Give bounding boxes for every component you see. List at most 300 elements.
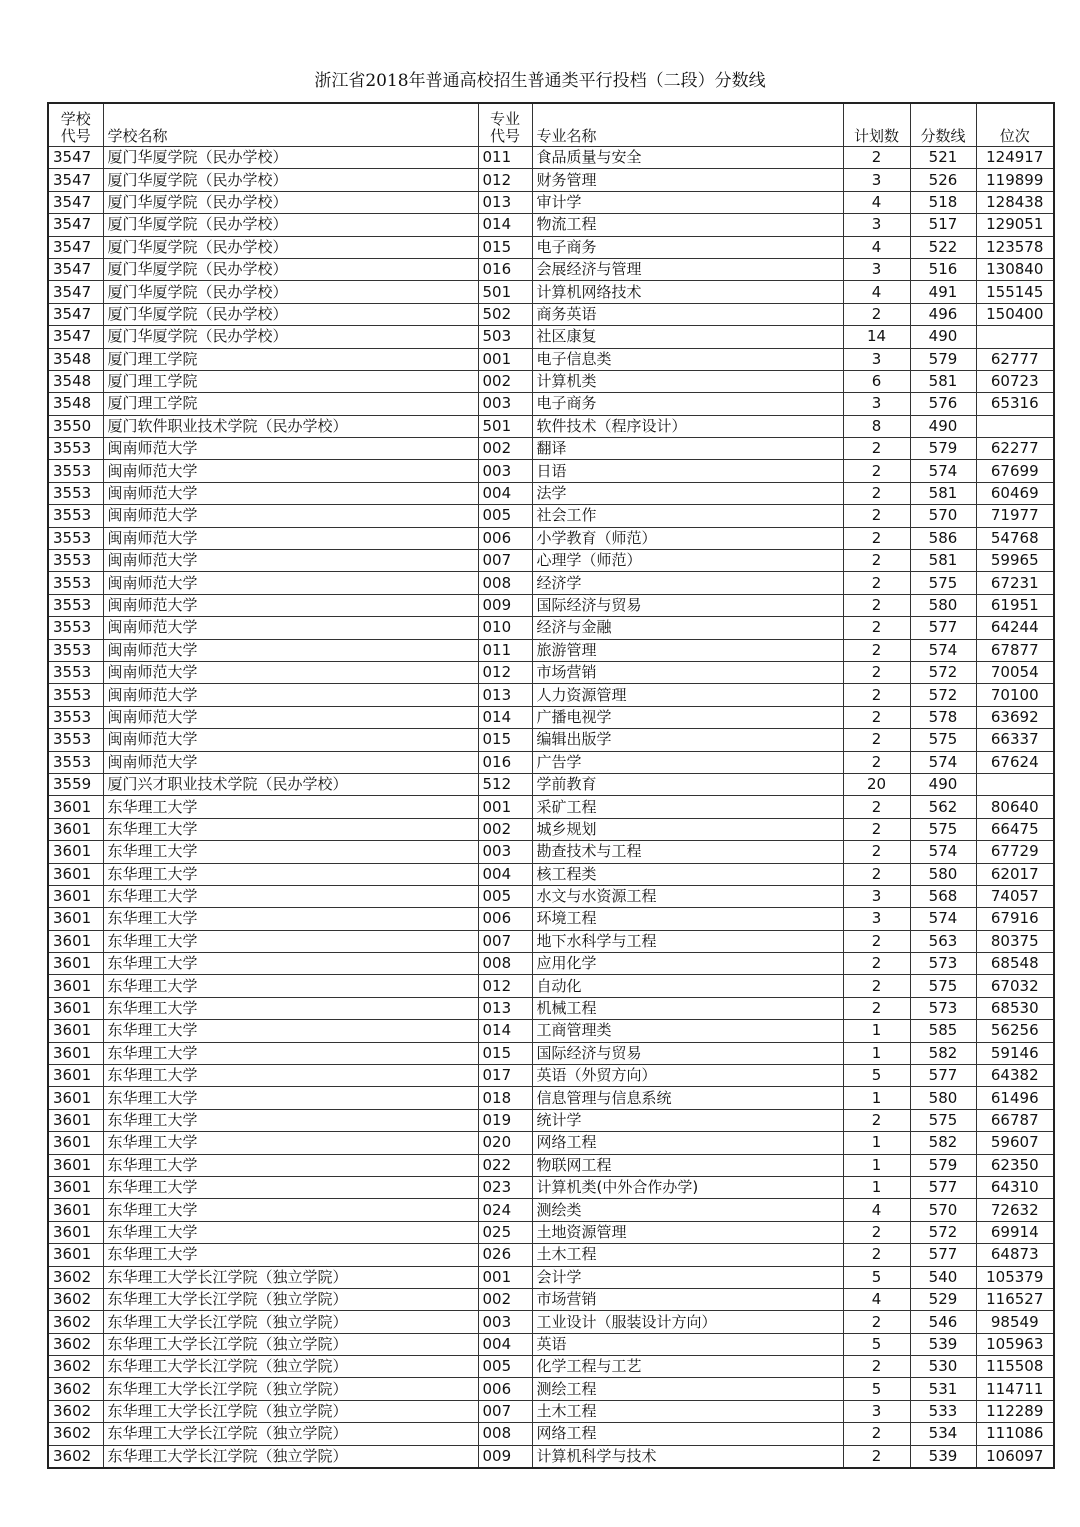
rank-cell: 64310	[976, 1176, 1054, 1198]
major-code-cell: 002	[478, 1288, 532, 1310]
school-name-cell: 厦门华厦学院（民办学校）	[103, 258, 478, 280]
school-code-cell: 3601	[48, 1042, 103, 1064]
major-code-cell: 009	[478, 594, 532, 616]
school-name-cell: 厦门理工学院	[103, 370, 478, 392]
rank-cell: 64382	[976, 1065, 1054, 1087]
major-code-cell: 004	[478, 863, 532, 885]
score-cell: 579	[910, 348, 976, 370]
school-code-cell: 3601	[48, 885, 103, 907]
table-row	[48, 1356, 1054, 1378]
school-code-cell: 3547	[48, 326, 103, 348]
table-row	[48, 1065, 1054, 1087]
plan-cell: 1	[843, 1020, 910, 1042]
plan-cell: 14	[843, 326, 910, 348]
school-name-cell: 东华理工大学	[103, 885, 478, 907]
table-row	[48, 460, 1054, 482]
school-name-cell: 闽南师范大学	[103, 505, 478, 527]
school-name-cell: 东华理工大学长江学院（独立学院）	[103, 1333, 478, 1355]
school-name-cell: 东华理工大学长江学院（独立学院）	[103, 1400, 478, 1422]
major-code-cell: 011	[478, 147, 532, 169]
school-name-cell: 厦门华厦学院（民办学校）	[103, 281, 478, 303]
rank-cell: 67729	[976, 841, 1054, 863]
score-cell: 516	[910, 258, 976, 280]
table-row	[48, 482, 1054, 504]
score-cell: 518	[910, 191, 976, 213]
table-row	[48, 147, 1054, 169]
table-row	[48, 236, 1054, 258]
major-code-cell: 008	[478, 572, 532, 594]
rank-cell: 67699	[976, 460, 1054, 482]
table-row	[48, 1378, 1054, 1400]
header-school-code	[48, 103, 103, 147]
rank-cell: 64873	[976, 1244, 1054, 1266]
score-cell: 581	[910, 482, 976, 504]
major-code-cell: 023	[478, 1176, 532, 1198]
major-name-cell: 软件技术（程序设计）	[532, 415, 843, 437]
major-name-cell: 网络工程	[532, 1423, 843, 1445]
rank-cell: 114711	[976, 1378, 1054, 1400]
major-code-cell: 001	[478, 348, 532, 370]
major-name-cell: 商务英语	[532, 303, 843, 325]
table-row	[48, 326, 1054, 348]
table-row	[48, 639, 1054, 661]
major-name-cell: 工商管理类	[532, 1020, 843, 1042]
rank-cell	[976, 326, 1054, 348]
table-row	[48, 1176, 1054, 1198]
plan-cell: 2	[843, 482, 910, 504]
rank-cell: 105379	[976, 1266, 1054, 1288]
score-cell: 574	[910, 751, 976, 773]
table-row	[48, 572, 1054, 594]
major-name-cell: 翻译	[532, 438, 843, 460]
score-cell: 578	[910, 706, 976, 728]
major-code-cell: 001	[478, 796, 532, 818]
school-code-cell: 3602	[48, 1423, 103, 1445]
school-code-cell: 3601	[48, 1199, 103, 1221]
plan-cell: 3	[843, 214, 910, 236]
school-code-cell: 3601	[48, 975, 103, 997]
major-code-cell: 014	[478, 706, 532, 728]
rank-cell: 61951	[976, 594, 1054, 616]
table-row	[48, 169, 1054, 191]
school-code-cell: 3602	[48, 1288, 103, 1310]
plan-cell: 2	[843, 527, 910, 549]
table-body	[48, 147, 1054, 1469]
score-cell: 562	[910, 796, 976, 818]
school-code-cell: 3601	[48, 953, 103, 975]
score-cell: 575	[910, 729, 976, 751]
plan-cell: 1	[843, 1176, 910, 1198]
score-cell: 496	[910, 303, 976, 325]
major-code-cell: 006	[478, 527, 532, 549]
rank-cell: 62017	[976, 863, 1054, 885]
school-code-cell: 3553	[48, 729, 103, 751]
major-name-cell: 应用化学	[532, 953, 843, 975]
school-name-cell: 闽南师范大学	[103, 572, 478, 594]
major-name-cell: 会计学	[532, 1266, 843, 1288]
major-name-cell: 城乡规划	[532, 818, 843, 840]
major-name-cell: 社区康复	[532, 326, 843, 348]
school-code-cell: 3602	[48, 1356, 103, 1378]
table-row	[48, 1311, 1054, 1333]
plan-cell: 2	[843, 1221, 910, 1243]
table-row	[48, 885, 1054, 907]
score-cell: 577	[910, 1176, 976, 1198]
school-code-cell: 3547	[48, 191, 103, 213]
major-code-cell: 002	[478, 370, 532, 392]
rank-cell: 128438	[976, 191, 1054, 213]
major-code-cell: 007	[478, 930, 532, 952]
major-code-cell: 019	[478, 1109, 532, 1131]
table-row	[48, 975, 1054, 997]
school-code-cell: 3602	[48, 1400, 103, 1422]
major-name-cell: 旅游管理	[532, 639, 843, 661]
score-cell: 582	[910, 1042, 976, 1064]
score-cell: 572	[910, 1221, 976, 1243]
table-row	[48, 214, 1054, 236]
school-code-cell: 3547	[48, 147, 103, 169]
school-code-cell: 3553	[48, 572, 103, 594]
major-code-cell: 007	[478, 1400, 532, 1422]
score-cell: 570	[910, 505, 976, 527]
plan-cell: 2	[843, 438, 910, 460]
score-cell: 576	[910, 393, 976, 415]
table-row	[48, 1199, 1054, 1221]
school-code-cell: 3547	[48, 214, 103, 236]
rank-cell: 67624	[976, 751, 1054, 773]
rank-cell: 74057	[976, 885, 1054, 907]
school-name-cell: 东华理工大学长江学院（独立学院）	[103, 1445, 478, 1468]
school-name-cell: 闽南师范大学	[103, 639, 478, 661]
rank-cell	[976, 415, 1054, 437]
plan-cell: 2	[843, 1445, 910, 1468]
rank-cell: 66787	[976, 1109, 1054, 1131]
rank-cell: 80640	[976, 796, 1054, 818]
school-code-cell: 3601	[48, 841, 103, 863]
header-score: 分数线	[910, 103, 976, 147]
plan-cell: 2	[843, 796, 910, 818]
table-row	[48, 281, 1054, 303]
school-name-cell: 东华理工大学	[103, 1176, 478, 1198]
header-school-name: 学校名称	[103, 103, 478, 147]
score-cell: 581	[910, 370, 976, 392]
plan-cell: 2	[843, 303, 910, 325]
school-name-cell: 东华理工大学长江学院（独立学院）	[103, 1288, 478, 1310]
table-row	[48, 1221, 1054, 1243]
school-name-cell: 闽南师范大学	[103, 617, 478, 639]
major-name-cell: 食品质量与安全	[532, 147, 843, 169]
table-row	[48, 751, 1054, 773]
rank-cell: 60723	[976, 370, 1054, 392]
major-name-cell: 心理学（师范）	[532, 550, 843, 572]
school-name-cell: 东华理工大学	[103, 1042, 478, 1064]
major-name-cell: 环境工程	[532, 908, 843, 930]
plan-cell: 3	[843, 348, 910, 370]
major-code-cell: 015	[478, 236, 532, 258]
score-cell: 490	[910, 773, 976, 795]
plan-cell: 2	[843, 460, 910, 482]
score-cell: 490	[910, 415, 976, 437]
plan-cell: 5	[843, 1333, 910, 1355]
score-cell: 585	[910, 1020, 976, 1042]
plan-cell: 2	[843, 550, 910, 572]
rank-cell: 62777	[976, 348, 1054, 370]
rank-cell: 69914	[976, 1221, 1054, 1243]
score-cell: 572	[910, 661, 976, 683]
rank-cell: 68530	[976, 997, 1054, 1019]
score-cell: 533	[910, 1400, 976, 1422]
school-code-cell: 3553	[48, 639, 103, 661]
school-code-cell: 3601	[48, 1244, 103, 1266]
table-row	[48, 841, 1054, 863]
school-name-cell: 东华理工大学	[103, 1132, 478, 1154]
rank-cell: 64244	[976, 617, 1054, 639]
school-code-cell: 3601	[48, 1176, 103, 1198]
major-name-cell: 市场营销	[532, 1288, 843, 1310]
score-cell: 574	[910, 639, 976, 661]
major-code-cell: 013	[478, 684, 532, 706]
major-name-cell: 小学教育（师范）	[532, 527, 843, 549]
major-name-cell: 日语	[532, 460, 843, 482]
major-code-cell: 001	[478, 1266, 532, 1288]
major-code-cell: 011	[478, 639, 532, 661]
school-code-cell: 3553	[48, 751, 103, 773]
header-school-code-line2: 代号	[60, 127, 91, 145]
table-row	[48, 1266, 1054, 1288]
school-name-cell: 闽南师范大学	[103, 706, 478, 728]
school-code-cell: 3601	[48, 930, 103, 952]
score-cell: 540	[910, 1266, 976, 1288]
score-table	[47, 102, 1055, 1469]
table-row	[48, 550, 1054, 572]
header-row	[48, 103, 1054, 147]
rank-cell: 115508	[976, 1356, 1054, 1378]
score-cell: 573	[910, 997, 976, 1019]
rank-cell: 65316	[976, 393, 1054, 415]
school-name-cell: 东华理工大学	[103, 1154, 478, 1176]
school-code-cell: 3553	[48, 594, 103, 616]
plan-cell: 2	[843, 729, 910, 751]
school-code-cell: 3548	[48, 348, 103, 370]
table-row	[48, 1154, 1054, 1176]
school-name-cell: 东华理工大学长江学院（独立学院）	[103, 1266, 478, 1288]
rank-cell: 61496	[976, 1087, 1054, 1109]
major-name-cell: 网络工程	[532, 1132, 843, 1154]
school-code-cell: 3602	[48, 1445, 103, 1468]
major-code-cell: 015	[478, 1042, 532, 1064]
rank-cell: 116527	[976, 1288, 1054, 1310]
score-cell: 539	[910, 1445, 976, 1468]
major-code-cell: 012	[478, 661, 532, 683]
major-code-cell: 014	[478, 1020, 532, 1042]
major-code-cell: 003	[478, 393, 532, 415]
major-name-cell: 电子商务	[532, 393, 843, 415]
rank-cell: 59965	[976, 550, 1054, 572]
table-row	[48, 191, 1054, 213]
major-code-cell: 003	[478, 841, 532, 863]
table-row	[48, 1244, 1054, 1266]
school-name-cell: 东华理工大学长江学院（独立学院）	[103, 1378, 478, 1400]
major-code-cell: 003	[478, 1311, 532, 1333]
table-row	[48, 370, 1054, 392]
major-code-cell: 017	[478, 1065, 532, 1087]
school-code-cell: 3547	[48, 303, 103, 325]
plan-cell: 2	[843, 751, 910, 773]
rank-cell: 56256	[976, 1020, 1054, 1042]
table-row	[48, 1132, 1054, 1154]
school-name-cell: 厦门华厦学院（民办学校）	[103, 303, 478, 325]
major-name-cell: 国际经济与贸易	[532, 1042, 843, 1064]
major-name-cell: 工业设计（服装设计方向）	[532, 1311, 843, 1333]
table-row	[48, 1445, 1054, 1468]
score-cell: 577	[910, 617, 976, 639]
school-name-cell: 厦门理工学院	[103, 348, 478, 370]
score-cell: 526	[910, 169, 976, 191]
major-name-cell: 电子商务	[532, 236, 843, 258]
header-rank: 位次	[976, 103, 1054, 147]
major-name-cell: 计算机类	[532, 370, 843, 392]
rank-cell: 80375	[976, 930, 1054, 952]
school-code-cell: 3602	[48, 1311, 103, 1333]
plan-cell: 1	[843, 1087, 910, 1109]
rank-cell: 70100	[976, 684, 1054, 706]
score-cell: 517	[910, 214, 976, 236]
major-code-cell: 014	[478, 214, 532, 236]
score-cell: 575	[910, 818, 976, 840]
table-row	[48, 393, 1054, 415]
major-code-cell: 501	[478, 281, 532, 303]
major-name-cell: 核工程类	[532, 863, 843, 885]
school-name-cell: 东华理工大学	[103, 953, 478, 975]
rank-cell: 62277	[976, 438, 1054, 460]
major-name-cell: 地下水科学与工程	[532, 930, 843, 952]
score-cell: 534	[910, 1423, 976, 1445]
score-cell: 546	[910, 1311, 976, 1333]
school-code-cell: 3601	[48, 908, 103, 930]
major-code-cell: 002	[478, 818, 532, 840]
table-row	[48, 303, 1054, 325]
major-code-cell: 002	[478, 438, 532, 460]
major-name-cell: 财务管理	[532, 169, 843, 191]
school-name-cell: 东华理工大学长江学院（独立学院）	[103, 1356, 478, 1378]
school-name-cell: 闽南师范大学	[103, 751, 478, 773]
school-code-cell: 3548	[48, 393, 103, 415]
header-school-code-line1: 学校	[60, 110, 91, 128]
school-code-cell: 3601	[48, 1065, 103, 1087]
rank-cell: 106097	[976, 1445, 1054, 1468]
major-name-cell: 物联网工程	[532, 1154, 843, 1176]
plan-cell: 5	[843, 1378, 910, 1400]
school-name-cell: 厦门华厦学院（民办学校）	[103, 169, 478, 191]
school-code-cell: 3547	[48, 169, 103, 191]
table-row	[48, 773, 1054, 795]
plan-cell: 6	[843, 370, 910, 392]
rank-cell: 119899	[976, 169, 1054, 191]
table-row	[48, 1333, 1054, 1355]
plan-cell: 3	[843, 885, 910, 907]
school-name-cell: 闽南师范大学	[103, 594, 478, 616]
plan-cell: 2	[843, 706, 910, 728]
plan-cell: 2	[843, 997, 910, 1019]
score-cell: 570	[910, 1199, 976, 1221]
school-name-cell: 闽南师范大学	[103, 482, 478, 504]
plan-cell: 2	[843, 975, 910, 997]
school-name-cell: 东华理工大学	[103, 908, 478, 930]
score-cell: 530	[910, 1356, 976, 1378]
major-name-cell: 英语（外贸方向）	[532, 1065, 843, 1087]
header-major-code-line2: 代号	[489, 127, 520, 145]
major-code-cell: 016	[478, 751, 532, 773]
table-row	[48, 1020, 1054, 1042]
major-code-cell: 005	[478, 505, 532, 527]
major-name-cell: 自动化	[532, 975, 843, 997]
school-code-cell: 3550	[48, 415, 103, 437]
major-code-cell: 501	[478, 415, 532, 437]
table-row	[48, 796, 1054, 818]
major-name-cell: 市场营销	[532, 661, 843, 683]
table-row	[48, 729, 1054, 751]
plan-cell: 4	[843, 191, 910, 213]
major-code-cell: 010	[478, 617, 532, 639]
table-row	[48, 661, 1054, 683]
school-code-cell: 3547	[48, 281, 103, 303]
table-row	[48, 1087, 1054, 1109]
major-name-cell: 社会工作	[532, 505, 843, 527]
major-name-cell: 国际经济与贸易	[532, 594, 843, 616]
school-name-cell: 厦门华厦学院（民办学校）	[103, 214, 478, 236]
table-row	[48, 505, 1054, 527]
plan-cell: 5	[843, 1266, 910, 1288]
major-code-cell: 008	[478, 953, 532, 975]
school-name-cell: 东华理工大学	[103, 841, 478, 863]
major-name-cell: 电子信息类	[532, 348, 843, 370]
school-code-cell: 3601	[48, 1109, 103, 1131]
school-code-cell: 3601	[48, 1132, 103, 1154]
school-name-cell: 闽南师范大学	[103, 550, 478, 572]
score-cell: 531	[910, 1378, 976, 1400]
plan-cell: 2	[843, 505, 910, 527]
rank-cell: 66337	[976, 729, 1054, 751]
major-name-cell: 法学	[532, 482, 843, 504]
score-cell: 586	[910, 527, 976, 549]
score-cell: 579	[910, 1154, 976, 1176]
school-name-cell: 东华理工大学	[103, 1244, 478, 1266]
score-cell: 575	[910, 975, 976, 997]
school-code-cell: 3553	[48, 617, 103, 639]
major-name-cell: 英语	[532, 1333, 843, 1355]
plan-cell: 2	[843, 818, 910, 840]
major-name-cell: 测绘类	[532, 1199, 843, 1221]
school-code-cell: 3601	[48, 796, 103, 818]
school-name-cell: 厦门华厦学院（民办学校）	[103, 326, 478, 348]
major-name-cell: 人力资源管理	[532, 684, 843, 706]
school-name-cell: 东华理工大学	[103, 1087, 478, 1109]
school-name-cell: 东华理工大学长江学院（独立学院）	[103, 1423, 478, 1445]
rank-cell: 150400	[976, 303, 1054, 325]
score-cell: 575	[910, 1109, 976, 1131]
rank-cell: 63692	[976, 706, 1054, 728]
rank-cell	[976, 773, 1054, 795]
plan-cell: 4	[843, 1288, 910, 1310]
rank-cell: 130840	[976, 258, 1054, 280]
table-row	[48, 818, 1054, 840]
plan-cell: 1	[843, 1042, 910, 1064]
plan-cell: 5	[843, 1065, 910, 1087]
score-cell: 574	[910, 841, 976, 863]
plan-cell: 2	[843, 684, 910, 706]
plan-cell: 2	[843, 1244, 910, 1266]
major-code-cell: 015	[478, 729, 532, 751]
